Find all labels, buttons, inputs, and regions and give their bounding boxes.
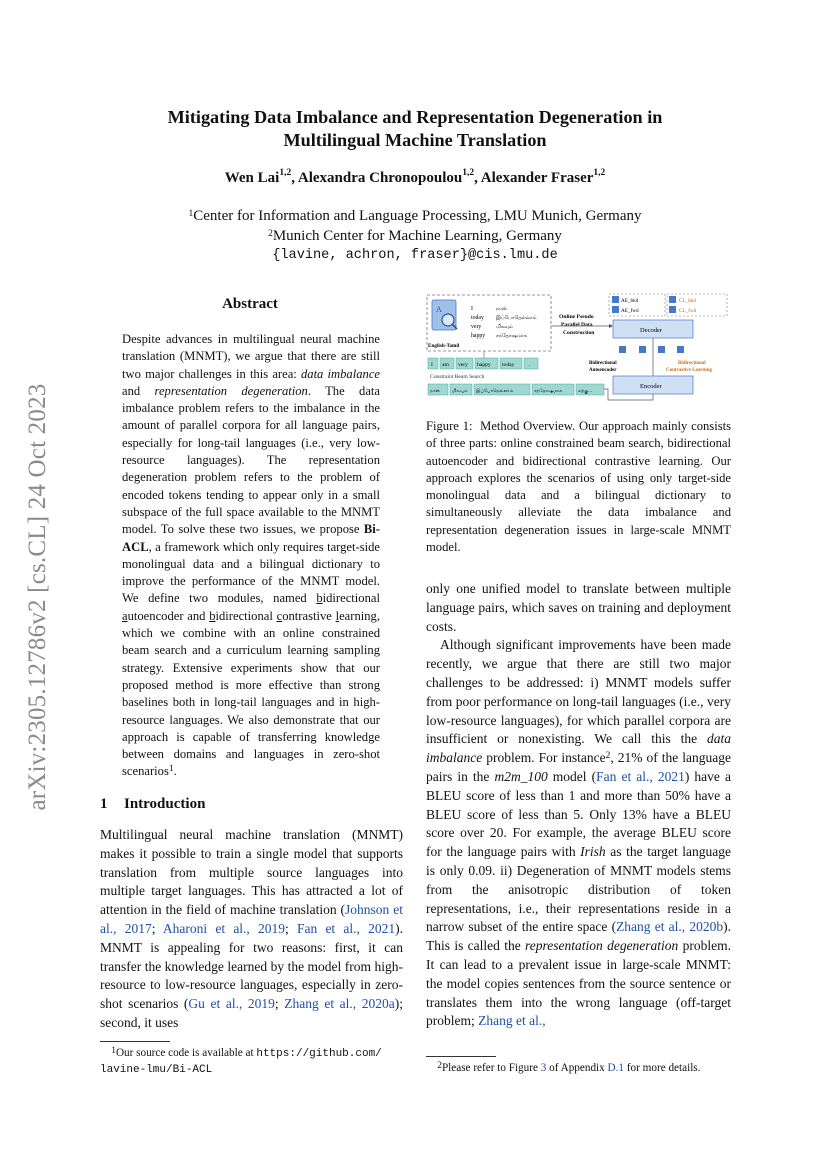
tamil-token-row — [428, 384, 604, 395]
figure-method-overview — [426, 292, 731, 410]
cl-fwd-label: CL_fwd — [679, 308, 697, 314]
affiliation-text: Center for Information and Language Processing, LMU Munich, Germany — [193, 208, 642, 224]
body-text: ) have a BLEU score of less than 1 and more than 50% have a BLEU score of less than 5. Only 13% have a BLEU score over 20. For example, the average BLEU score for the language pairs with — [426, 768, 731, 860]
svg-text:A: A — [436, 305, 442, 314]
abstract-text: earning — [339, 608, 377, 623]
bi-ae-label-line: Bidirectional — [589, 361, 617, 366]
body-text: as the target language is only 0.09. ii) Degeneration of MNMT models stems from the anisotropic distribution of token representations, i.e., their representations reside in a narrow subset of the entire space ( — [426, 844, 732, 935]
footnote-1 — [100, 1046, 405, 1078]
footnote-text: of Appendix — [546, 1062, 608, 1074]
body-text: ). This is called the — [426, 919, 731, 954]
body-text: Multilingual neural machine translation (MNMT) makes it possible to train a single model that supports translation from multiple source languages into multiple target languages. This has attracted a lot of attention in the field of machine translation ( — [100, 827, 403, 918]
citation-link[interactable]: Gu et al., 2019 — [188, 996, 275, 1012]
affiliations — [100, 206, 730, 266]
appendix-ref-link[interactable]: D.1 — [607, 1062, 625, 1074]
title-line-2: Multilingual Machine Translation — [283, 130, 547, 150]
section-number: 1 — [100, 796, 108, 812]
dictionary-label: English-Tamil — [428, 343, 460, 349]
dict-en-word: I — [471, 306, 473, 312]
body-text: ; — [285, 920, 297, 936]
pseudo-label-line: Parallel Data — [561, 322, 593, 328]
title-line-1: Mitigating Data Imbalance and Representation Degeneration in — [167, 107, 663, 127]
figure-ref-link[interactable]: 3 — [540, 1062, 547, 1074]
author-affil-mark: 1,2 — [593, 168, 606, 178]
tamil-token: மிகவும் — [452, 389, 468, 394]
body-emphasis: representation degeneration — [525, 938, 679, 954]
figure-caption-text: Method Overview. Our approach mainly consists of three parts: online constrained beam search, bidirectional autoencoder and bidirectional contrastive learning. Our approach explores the scenarios of using only target-side monolingual data and a bilingual dictionary to simultaneously alleviate the data imbalance and representation degeneration issues in large-scale MNMT model. — [426, 419, 731, 555]
citation-link[interactable]: Fan et al., 2021 — [596, 768, 685, 784]
dict-en-word: today — [471, 315, 484, 321]
pseudo-parallel-label — [559, 314, 595, 336]
cl-bkd-label: CL_bkd — [679, 298, 697, 304]
intro-paragraph-2 — [426, 636, 731, 1031]
acronym-letter: l — [335, 608, 340, 623]
dict-en-word: very — [471, 324, 482, 330]
beam-search-label: Constraint Beam Search — [430, 374, 485, 380]
paper-title — [100, 106, 730, 152]
decoder-label: Decoder — [640, 327, 663, 334]
abstract-text: . The data imbalance problem refers to the imbalance in the amount of parallel corpora for all language pairs, especially for long-tail languages (i.e., very low-resource languages). The representation degeneration problem refers to the problem of encoded tokens tending to appear only in a small subspace of the full space available to the MNMT model. To solve these two issues, we propose — [122, 383, 380, 537]
citation-link[interactable]: Zhang et al., 2020a — [284, 996, 395, 1012]
abstract-body — [122, 331, 380, 781]
author-name: Alexander Fraser — [480, 170, 594, 186]
body-text: ); second, it uses — [100, 996, 403, 1030]
acronym-letter: a — [122, 608, 128, 623]
citation-link[interactable]: Johnson et al., 2017 — [100, 902, 403, 936]
constraint-token: today — [502, 362, 515, 368]
bi-cl-label-line: Bidirectional — [678, 361, 706, 366]
affiliation-1 — [100, 206, 730, 226]
author-affil-mark: 1,2 — [462, 168, 475, 178]
footnote-number: 1 — [111, 1046, 116, 1056]
constraint-token: . — [529, 362, 531, 368]
abstract-emphasis: representation degeneration — [154, 383, 308, 398]
acronym-letter: c — [276, 608, 283, 623]
figure-caption — [426, 418, 731, 556]
abstract-text: idirectional — [215, 608, 277, 623]
acronym-letter: b — [316, 591, 323, 606]
citation-link[interactable]: Zhang et al., 2020b — [616, 919, 724, 935]
author-list: Wen Lai$^{1,2}$, Alexandra Chronopoulou$^{1,2}$, Alexander Fraser$^{1,2}$ — [224, 168, 606, 186]
footnote-mark[interactable]: 1 — [168, 764, 174, 775]
constraint-token: happy — [477, 362, 491, 368]
dictionary-icon — [432, 300, 457, 330]
body-emphasis: Irish — [580, 844, 606, 860]
affiliation-number: 1 — [188, 209, 194, 219]
abstract-text: ontrastive — [282, 608, 336, 623]
abstract-text: . — [173, 764, 177, 779]
ae-bkd-label: AE_bkd — [621, 298, 639, 304]
tamil-token: நான் — [430, 389, 440, 394]
footnote-2 — [426, 1061, 731, 1076]
abstract-text: utoencoder and — [127, 608, 210, 623]
body-emphasis: data imbalance — [426, 731, 731, 766]
body-text: model ( — [547, 768, 597, 784]
dict-en-word: happy — [471, 333, 486, 339]
author-affil-mark: 1,2 — [279, 168, 292, 178]
footnote-text: Our source code is available at — [115, 1047, 257, 1059]
constraint-token: am — [442, 362, 449, 368]
intro-right-column — [426, 580, 731, 1031]
body-text: problem. For instance — [482, 750, 606, 766]
affiliation-number: 2 — [268, 229, 273, 239]
dict-ta-word: இப்போதெல்லாம் — [496, 315, 537, 321]
tamil-token: சந்தோஷமாக — [534, 389, 563, 394]
intro-paragraph-1-cont: only one unified model to translate between multiple language pairs, which saves on training and deployment costs. — [426, 581, 731, 634]
footnote-rule — [426, 1056, 496, 1057]
footnote-text: for more details. — [624, 1062, 701, 1074]
citation-link[interactable]: Zhang et al., — [478, 1013, 546, 1029]
footnote-number: 2 — [437, 1061, 442, 1071]
constraint-token-row — [428, 358, 538, 369]
bi-ae-label-line: Autoencoder — [589, 368, 617, 373]
arxiv-stamp — [20, 362, 56, 832]
body-emphasis: m2m_100 — [494, 768, 548, 784]
loss-legend — [609, 294, 727, 316]
body-text: ; — [151, 920, 163, 936]
footnote-mark[interactable]: 2 — [605, 751, 611, 762]
encoder-label: Encoder — [640, 383, 662, 390]
pseudo-label-line: Online Pseudo — [559, 314, 594, 320]
abstract-heading: Abstract — [222, 296, 278, 312]
abstract-text: , which we combine with an online constrained beam search and a curriculum learning sampling strategy. Extensive experiments show that our proposed method is more effective than strong baselines both in long-tail languages and in high-resource languages. We also demonstrate that our approach is capable of transferring knowledge between domains and languages in zero-shot scenarios — [122, 608, 381, 779]
dict-ta-word: நான் — [496, 306, 507, 312]
body-text: , 21% of the language pairs in the — [426, 750, 731, 784]
abstract-text: and — [122, 383, 155, 398]
section-heading — [100, 796, 205, 813]
footnote-url[interactable]: https://github.com/ — [256, 1048, 382, 1060]
body-text: ; — [274, 996, 285, 1012]
figure-label: Figure 1: — [426, 419, 473, 433]
hidden-state-squares — [619, 346, 684, 353]
footnote-text: Please refer to Figure — [441, 1062, 541, 1074]
footnote-rule — [100, 1041, 170, 1042]
acronym-letter: b — [209, 608, 216, 623]
section-title: Introduction — [124, 796, 206, 812]
affiliation-text: Munich Center for Machine Learning, Germany — [272, 228, 562, 244]
method-name: Bi-ACL — [122, 522, 380, 554]
arxiv-stamp-text: arXiv:2305.12786v2 [cs.CL] 24 Oct 2023 — [24, 383, 51, 811]
constraint-token: I — [431, 362, 433, 368]
author-name: Wen Lai — [224, 170, 280, 186]
bi-cl-label-line: Contrastive Learning — [666, 368, 712, 373]
body-text: problem. It can lead to a prevalent issue in large-scale MNMT: the model copies sentences from the source sentence or translates them into the wrong language (off-target problem; — [426, 938, 731, 1029]
citation-link[interactable]: Fan et al., 2021 — [296, 920, 396, 936]
citation-link[interactable]: Aharoni et al., 2019 — [162, 920, 286, 936]
dict-ta-word: மிகவும் — [496, 324, 513, 330]
intro-paragraph-1 — [100, 826, 403, 1033]
ae-fwd-label: AE_fwd — [621, 308, 639, 314]
abstract-emphasis: data imbalance — [300, 366, 380, 381]
body-text: Although significant improvements have been made recently, we argue that there are still two major challenges to be addressed: i) MNMT models suffer from poor performance on long-tail languages (i.e., very low-resource languages), for which parallel corpora are insufficient or nonexisting. We call this the — [426, 637, 731, 747]
abstract-text: , a framework which only requires target-side monolingual data and a bilingual dictionary to improve the performance of the MNMT model. We define two modules, named — [122, 539, 380, 606]
pseudo-label-line: Construction — [563, 330, 595, 336]
footnote-url[interactable]: lavine-lmu/Bi-ACL — [100, 1064, 213, 1076]
tamil-token: கற்கு... — [578, 389, 593, 394]
dict-ta-word: சந்தோஷமாக — [496, 333, 527, 339]
abstract-text: idirectional — [322, 591, 380, 606]
abstract-text: Despite advances in multilingual neural machine translation (MNMT), we argue that there are still two major challenges in this area: — [122, 332, 380, 381]
author-name: Alexandra Chronopoulou — [297, 170, 463, 186]
affiliation-2 — [100, 226, 730, 246]
author-emails: {lavine, achron, fraser}@cis.lmu.de — [272, 248, 558, 263]
constraint-token: very — [458, 362, 468, 368]
tamil-token: இப்போதெல்லாம் — [476, 389, 514, 394]
body-text: ). MNMT is appealing for two reasons: first, it can transfer the knowledge learned by the model from high-resource to low-resource languages, especially in zero-shot scenarios ( — [100, 920, 403, 1012]
intro-left-column — [100, 826, 403, 1033]
